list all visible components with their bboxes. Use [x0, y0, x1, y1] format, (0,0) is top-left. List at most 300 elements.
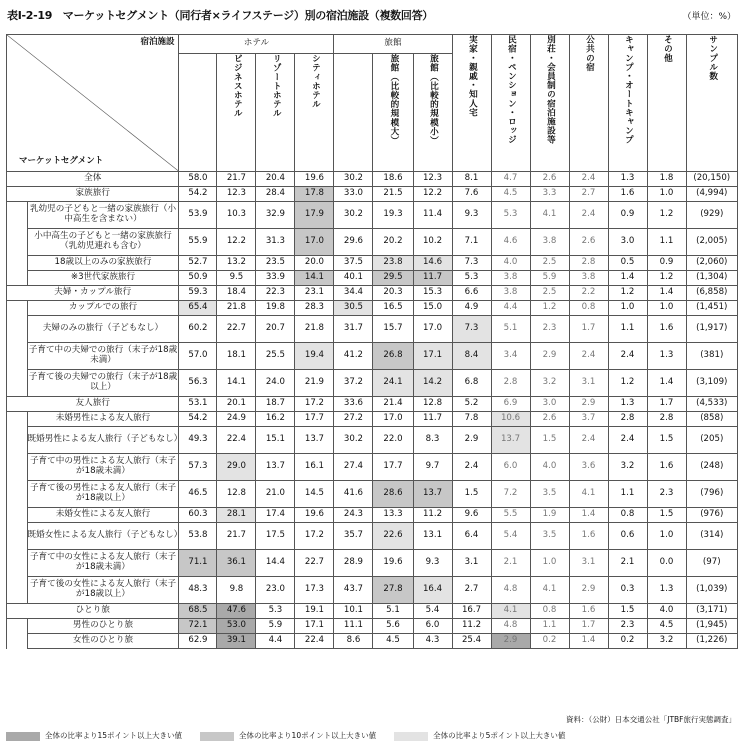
cell-value: 4.5 [491, 187, 530, 202]
cell-value: 1.3 [647, 577, 686, 604]
cell-value: 3.1 [569, 370, 608, 397]
cell-value: 0.6 [608, 523, 647, 550]
cell-value: 3.5 [530, 523, 569, 550]
cell-value: 1.2 [608, 370, 647, 397]
cell-value: 19.6 [295, 508, 334, 523]
cell-hotel-total: 53.8 [179, 523, 217, 550]
cell-value: 0.8 [530, 604, 569, 619]
cell-value: 1.7 [569, 619, 608, 634]
col-header-label: 旅館（比較的規模小） [428, 54, 439, 145]
row-label: 家族旅行 [7, 187, 179, 202]
cell-value: 33.6 [334, 397, 373, 412]
cell-value: 2.2 [569, 286, 608, 301]
cell-value: 4.4 [491, 301, 530, 316]
cell-value: 1.7 [647, 397, 686, 412]
table-row [7, 172, 738, 187]
cell-value: 28.3 [295, 301, 334, 316]
cell-value: 37.2 [334, 370, 373, 397]
cell-value: 7.1 [452, 229, 491, 256]
cell-value: 2.7 [569, 187, 608, 202]
cell-value: 12.3 [413, 172, 452, 187]
col-header-label: 実家・親戚・知人宅 [467, 35, 478, 117]
row-label: 子育て後の女性による友人旅行（末子が18歳以上） [27, 577, 179, 604]
cell-value: 15.1 [256, 427, 295, 454]
cell-value: 9.6 [452, 508, 491, 523]
cell-hotel-total: 55.9 [179, 229, 217, 256]
cell-value: 4.9 [452, 301, 491, 316]
col-header-label: リゾートホテル [271, 54, 282, 118]
table-row [7, 481, 738, 508]
cell-hotel-total: 68.5 [179, 604, 217, 619]
row-label: 18歳以上のみの家族旅行 [27, 256, 179, 271]
row-label: 乳幼児の子どもと一緒の家族旅行（小中高生を含まない） [27, 202, 179, 229]
cell-value: 1.6 [647, 316, 686, 343]
cell-value: 43.7 [334, 577, 373, 604]
cell-value: 3.8 [491, 271, 530, 286]
cell-value: 2.4 [569, 427, 608, 454]
cell-value: 0.0 [647, 550, 686, 577]
cell-value: 40.1 [334, 271, 373, 286]
row-label: 既婚男性による友人旅行（子どもなし） [27, 427, 179, 454]
cell-value: 2.8 [608, 412, 647, 427]
cell-value: 14.1 [295, 271, 334, 286]
cell-value: 1.4 [647, 286, 686, 301]
cell-value: 2.9 [452, 427, 491, 454]
cell-value: 0.3 [608, 577, 647, 604]
cell-value: 1.5 [647, 508, 686, 523]
cell-sample: (4,533) [686, 397, 737, 412]
cell-value: 14.2 [413, 370, 452, 397]
cell-value: 19.4 [295, 343, 334, 370]
cell-value: 1.6 [569, 604, 608, 619]
cell-value: 1.9 [530, 508, 569, 523]
cell-value: 16.4 [413, 577, 452, 604]
cell-value: 33.9 [256, 271, 295, 286]
legend-label: 全体の比率より15ポイント以上大きい値 [45, 731, 183, 740]
cell-value: 1.5 [647, 427, 686, 454]
cell-value: 23.1 [295, 286, 334, 301]
cell-value: 21.9 [295, 370, 334, 397]
legend-item [6, 730, 182, 741]
cell-sample: (3,171) [686, 604, 737, 619]
cell-hotel-total: 53.1 [179, 397, 217, 412]
col-header-sample [686, 35, 737, 172]
row-label: 子育て中の夫婦での旅行（末子が18歳未満） [27, 343, 179, 370]
col-header-city [295, 54, 334, 172]
cell-value: 1.1 [608, 481, 647, 508]
cell-value: 22.7 [217, 316, 256, 343]
row-label: 小中高生の子どもと一緒の家族旅行（乳幼児連れも含む） [27, 229, 179, 256]
cell-value: 11.7 [413, 271, 452, 286]
row-indent [7, 316, 28, 343]
cell-value: 22.4 [295, 634, 334, 649]
cell-value: 4.5 [647, 619, 686, 634]
cell-value: 2.9 [569, 397, 608, 412]
legend-swatch [200, 732, 234, 741]
col-header-minshuku [491, 35, 530, 172]
cell-value: 2.4 [569, 202, 608, 229]
cell-value: 22.3 [256, 286, 295, 301]
cell-value: 1.4 [647, 370, 686, 397]
cell-value: 5.3 [491, 202, 530, 229]
col-header-label: サンプル数 [707, 35, 718, 81]
col-header-label: ビジネスホテル [232, 54, 243, 118]
cell-value: 0.9 [608, 202, 647, 229]
diagonal-line-icon [7, 35, 178, 171]
cell-value: 0.2 [608, 634, 647, 649]
cell-value: 2.3 [608, 619, 647, 634]
cell-value: 5.3 [452, 271, 491, 286]
cell-value: 13.7 [295, 427, 334, 454]
cell-sample: (1,039) [686, 577, 737, 604]
row-indent [7, 370, 28, 397]
cell-value: 11.2 [413, 508, 452, 523]
cell-value: 12.3 [217, 187, 256, 202]
cell-value: 17.0 [373, 412, 413, 427]
legend-item [200, 730, 376, 741]
cell-hotel-total: 59.3 [179, 286, 217, 301]
table-row [7, 301, 738, 316]
cell-sample: (796) [686, 481, 737, 508]
table-row [7, 271, 738, 286]
col-header-label: 旅館（比較的規模大） [388, 54, 399, 145]
cell-value: 2.1 [608, 550, 647, 577]
cell-value: 1.6 [608, 187, 647, 202]
cell-value: 2.9 [569, 577, 608, 604]
cell-value: 21.4 [373, 397, 413, 412]
cell-value: 5.1 [373, 604, 413, 619]
cell-value: 19.1 [295, 604, 334, 619]
table-title: 表I-2-19 マーケットセグメント（同行者×ライフステージ）別の宿泊施設（複数回答） [7, 9, 433, 22]
cell-sample: (97) [686, 550, 737, 577]
row-indent [7, 427, 28, 454]
cell-value: 1.4 [608, 271, 647, 286]
cell-value: 18.7 [256, 397, 295, 412]
cell-value: 4.0 [647, 604, 686, 619]
cell-value: 2.6 [530, 172, 569, 187]
cell-value: 4.1 [530, 577, 569, 604]
cell-value: 28.6 [373, 481, 413, 508]
row-label: ひとり旅 [7, 604, 179, 619]
row-label: 既婚女性による友人旅行（子どもなし） [27, 523, 179, 550]
cell-value: 3.2 [647, 634, 686, 649]
cell-hotel-total: 46.5 [179, 481, 217, 508]
cell-sample: (4,994) [686, 187, 737, 202]
cell-value: 3.2 [608, 454, 647, 481]
cell-value: 20.7 [256, 316, 295, 343]
col-header-label: 公共の宿 [584, 35, 595, 72]
cell-value: 1.0 [530, 550, 569, 577]
cell-value: 11.4 [413, 202, 452, 229]
cell-sample: (314) [686, 523, 737, 550]
cell-value: 18.4 [217, 286, 256, 301]
cell-value: 17.9 [295, 202, 334, 229]
cell-value: 27.4 [334, 454, 373, 481]
cell-hotel-total: 48.3 [179, 577, 217, 604]
cell-value: 15.3 [413, 286, 452, 301]
cell-value: 4.3 [413, 634, 452, 649]
col-header-villa [530, 35, 569, 172]
cell-value: 6.0 [491, 454, 530, 481]
cell-value: 3.8 [530, 229, 569, 256]
cell-value: 3.7 [569, 412, 608, 427]
cell-value: 0.2 [530, 634, 569, 649]
cell-value: 8.6 [334, 634, 373, 649]
table-row [7, 523, 738, 550]
source-note: 資料：（公財）日本交通公社「JTBF旅行実態調査」 [565, 715, 736, 724]
hotel-group-header: ホテル [179, 35, 334, 54]
cell-sample: (381) [686, 343, 737, 370]
cell-value: 3.8 [569, 271, 608, 286]
cell-value: 16.7 [452, 604, 491, 619]
cell-value: 22.4 [217, 427, 256, 454]
cell-value: 4.8 [491, 619, 530, 634]
row-indent [7, 619, 28, 634]
cell-value: 27.8 [373, 577, 413, 604]
cell-value: 12.2 [413, 187, 452, 202]
table-row [7, 508, 738, 523]
row-indent [7, 634, 28, 649]
legend-swatch [394, 732, 428, 741]
cell-value: 2.7 [452, 577, 491, 604]
cell-value: 9.7 [413, 454, 452, 481]
cell-sample: (1,917) [686, 316, 737, 343]
table-row [7, 286, 738, 301]
cell-value: 2.3 [530, 316, 569, 343]
cell-value: 4.7 [491, 172, 530, 187]
row-label: 全体 [7, 172, 179, 187]
table-row [7, 316, 738, 343]
cell-hotel-total: 49.3 [179, 427, 217, 454]
col-header-business [217, 54, 256, 172]
cell-hotel-total: 53.9 [179, 202, 217, 229]
cell-value: 3.1 [569, 550, 608, 577]
cell-value: 14.6 [413, 256, 452, 271]
cell-value: 1.4 [569, 634, 608, 649]
cell-value: 28.1 [217, 508, 256, 523]
cell-value: 24.3 [334, 508, 373, 523]
col-header-public [569, 35, 608, 172]
col-header-label: シティホテル [310, 54, 321, 109]
table-row [7, 343, 738, 370]
cell-value: 20.3 [373, 286, 413, 301]
cell-value: 29.0 [217, 454, 256, 481]
cell-value: 17.1 [295, 619, 334, 634]
row-label: カップルでの旅行 [27, 301, 179, 316]
cell-value: 24.9 [217, 412, 256, 427]
cell-value: 3.2 [530, 370, 569, 397]
cell-sample: (1,226) [686, 634, 737, 649]
corner-header [7, 35, 179, 172]
cell-value: 11.2 [452, 619, 491, 634]
cell-value: 31.7 [334, 316, 373, 343]
cell-value: 8.3 [413, 427, 452, 454]
cell-hotel-total: 52.7 [179, 256, 217, 271]
cell-value: 3.3 [530, 187, 569, 202]
cell-value: 5.4 [491, 523, 530, 550]
row-indent [7, 412, 28, 427]
cell-value: 0.8 [608, 508, 647, 523]
corner-bottom-label: マーケットセグメント [19, 156, 104, 167]
cell-value: 21.7 [217, 172, 256, 187]
cell-sample: (20,150) [686, 172, 737, 187]
cell-value: 2.1 [491, 550, 530, 577]
cell-hotel-total: 65.4 [179, 301, 217, 316]
cell-sample: (1,304) [686, 271, 737, 286]
cell-value: 2.8 [491, 370, 530, 397]
cell-value: 2.6 [569, 229, 608, 256]
cell-value: 22.7 [295, 550, 334, 577]
cell-value: 2.4 [608, 343, 647, 370]
cell-value: 13.1 [413, 523, 452, 550]
cell-value: 30.2 [334, 172, 373, 187]
cell-value: 17.5 [256, 523, 295, 550]
cell-value: 23.0 [256, 577, 295, 604]
legend [6, 730, 565, 741]
table-row [7, 370, 738, 397]
cell-value: 1.5 [530, 427, 569, 454]
row-label: 夫婦のみの旅行（子どもなし） [27, 316, 179, 343]
cell-value: 1.8 [647, 172, 686, 187]
cell-value: 2.4 [569, 343, 608, 370]
cell-value: 19.6 [295, 172, 334, 187]
table-row [7, 454, 738, 481]
cell-value: 11.1 [334, 619, 373, 634]
cell-value: 24.1 [373, 370, 413, 397]
cell-value: 1.1 [608, 316, 647, 343]
cell-value: 41.6 [334, 481, 373, 508]
cell-sample: (6,858) [686, 286, 737, 301]
cell-value: 1.5 [608, 604, 647, 619]
cell-value: 24.0 [256, 370, 295, 397]
cell-value: 18.1 [217, 343, 256, 370]
cell-value: 30.2 [334, 427, 373, 454]
cell-value: 4.1 [530, 202, 569, 229]
cell-value: 3.1 [452, 550, 491, 577]
cell-value: 17.7 [373, 454, 413, 481]
cell-value: 11.7 [413, 412, 452, 427]
cell-value: 2.9 [530, 343, 569, 370]
hotel-total-header [179, 54, 217, 172]
cell-value: 19.3 [373, 202, 413, 229]
cell-sample: (1,451) [686, 301, 737, 316]
cell-hotel-total: 57.0 [179, 343, 217, 370]
row-indent [7, 229, 28, 256]
row-label: 子育て後の夫婦での旅行（末子が18歳以上） [27, 370, 179, 397]
cell-value: 14.5 [295, 481, 334, 508]
cell-value: 12.2 [217, 229, 256, 256]
cell-value: 28.4 [256, 187, 295, 202]
cell-value: 22.0 [373, 427, 413, 454]
cell-value: 29.6 [334, 229, 373, 256]
cell-value: 5.4 [413, 604, 452, 619]
cell-hotel-total: 60.2 [179, 316, 217, 343]
cell-value: 1.3 [608, 397, 647, 412]
cell-value: 21.5 [373, 187, 413, 202]
col-header-label: キャンプ・オートキャンプ [623, 35, 634, 145]
cell-value: 9.3 [413, 550, 452, 577]
cell-value: 19.6 [373, 550, 413, 577]
cell-value: 26.8 [373, 343, 413, 370]
cell-value: 17.0 [295, 229, 334, 256]
row-label: 子育て後の男性による友人旅行（末子が18歳以上） [27, 481, 179, 508]
cell-value: 31.3 [256, 229, 295, 256]
cell-value: 1.0 [647, 301, 686, 316]
cell-value: 27.2 [334, 412, 373, 427]
cell-value: 2.5 [530, 286, 569, 301]
unit-label: （単位：%） [682, 12, 736, 22]
cell-value: 1.3 [647, 343, 686, 370]
row-label: 友人旅行 [7, 397, 179, 412]
cell-value: 28.9 [334, 550, 373, 577]
cell-value: 7.8 [452, 412, 491, 427]
cell-hotel-total: 56.3 [179, 370, 217, 397]
cell-value: 1.1 [530, 619, 569, 634]
cell-value: 37.5 [334, 256, 373, 271]
cell-value: 20.4 [256, 172, 295, 187]
cell-value: 5.9 [256, 619, 295, 634]
cell-value: 6.4 [452, 523, 491, 550]
cell-value: 17.2 [295, 523, 334, 550]
cell-value: 6.9 [491, 397, 530, 412]
cell-value: 14.1 [217, 370, 256, 397]
cell-value: 2.4 [608, 427, 647, 454]
row-label: 未婚男性による友人旅行 [27, 412, 179, 427]
cell-value: 13.2 [217, 256, 256, 271]
cell-value: 21.8 [217, 301, 256, 316]
cell-value: 1.2 [647, 202, 686, 229]
cell-value: 6.0 [413, 619, 452, 634]
cell-value: 33.0 [334, 187, 373, 202]
cell-value: 2.8 [569, 256, 608, 271]
row-indent [7, 256, 28, 271]
col-header-resort [256, 54, 295, 172]
cell-hotel-total: 50.9 [179, 271, 217, 286]
row-indent [7, 523, 28, 550]
cell-value: 3.5 [530, 481, 569, 508]
cell-value: 1.5 [452, 481, 491, 508]
cell-hotel-total: 60.3 [179, 508, 217, 523]
cell-sample: (858) [686, 412, 737, 427]
cell-value: 16.2 [256, 412, 295, 427]
cell-value: 2.8 [647, 412, 686, 427]
cell-value: 21.7 [217, 523, 256, 550]
table-row [7, 202, 738, 229]
ryokan-total-header [334, 54, 373, 172]
row-label: ※3世代家族旅行 [27, 271, 179, 286]
cell-value: 20.0 [295, 256, 334, 271]
cell-value: 7.3 [452, 256, 491, 271]
table-row [7, 397, 738, 412]
row-indent [7, 454, 28, 481]
row-indent [7, 550, 28, 577]
cell-value: 9.5 [217, 271, 256, 286]
cell-value: 4.4 [256, 634, 295, 649]
cell-value: 25.5 [256, 343, 295, 370]
cell-value: 2.5 [530, 256, 569, 271]
cell-value: 1.6 [647, 454, 686, 481]
cell-value: 0.9 [647, 256, 686, 271]
cell-value: 10.3 [217, 202, 256, 229]
cell-value: 39.1 [217, 634, 256, 649]
row-label: 夫婦・カップル旅行 [7, 286, 179, 301]
data-table [6, 34, 738, 649]
table-row [7, 256, 738, 271]
cell-value: 1.2 [647, 271, 686, 286]
cell-value: 3.8 [491, 286, 530, 301]
cell-value: 1.0 [647, 523, 686, 550]
legend-item [394, 730, 565, 741]
